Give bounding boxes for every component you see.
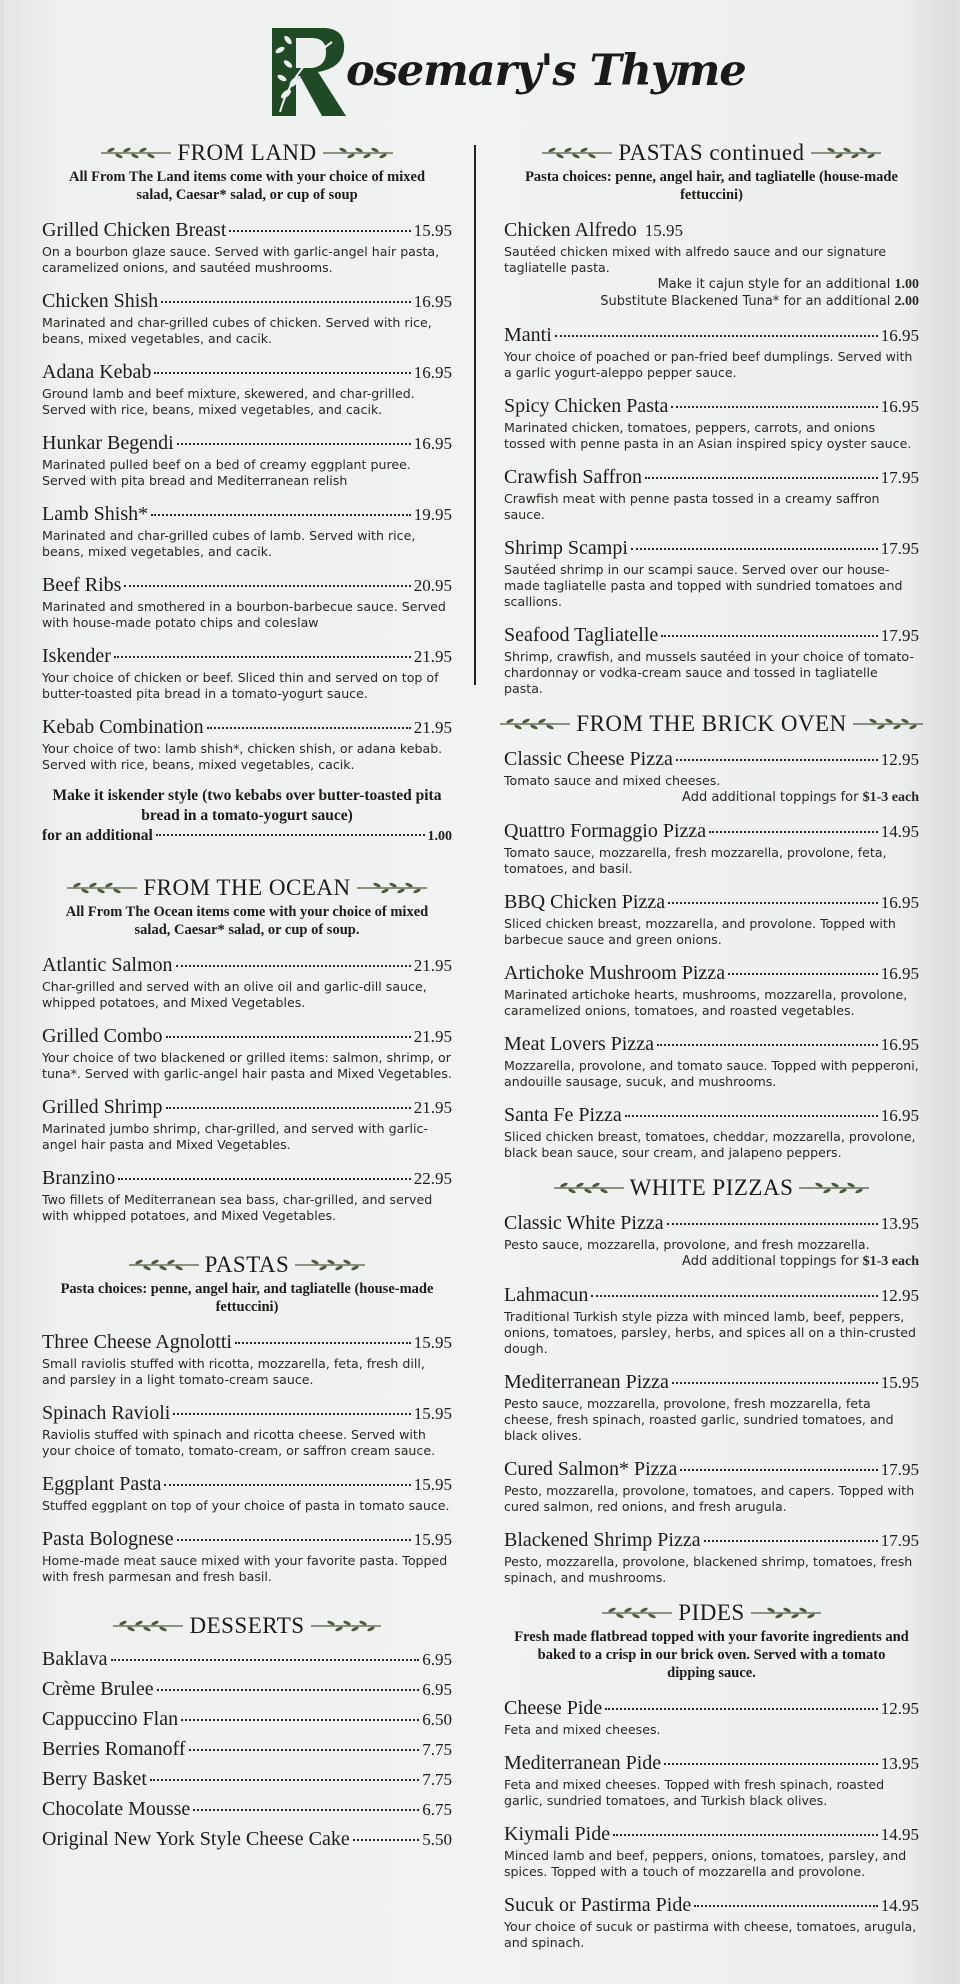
item-name: Eggplant Pasta — [42, 1473, 162, 1495]
item-name: Kiymali Pide — [504, 1823, 611, 1845]
menu-item — [42, 360, 452, 418]
menu-item — [504, 1032, 919, 1090]
item-name: Meat Lovers Pizza — [504, 1033, 654, 1055]
dessert-item — [42, 1707, 452, 1732]
section-note: Fresh made flatbread topped with your favorite ingredients and baked to a crisp in our brick oven. Served with a tomato dipping sauce. — [514, 1629, 909, 1681]
section-title: PASTAS continued — [618, 140, 805, 165]
menu-item — [42, 953, 452, 1011]
herb-sprig-icon — [293, 1258, 367, 1272]
dot-leader — [605, 1708, 877, 1710]
menu-item — [504, 819, 919, 877]
restaurant-name: osemary's Thyme — [346, 46, 746, 96]
item-name: Santa Fe Pizza — [504, 1104, 622, 1126]
menu-item — [504, 465, 919, 523]
dot-leader — [704, 1540, 878, 1542]
section-header — [504, 140, 919, 166]
toppings-text: Add additional toppings for — [682, 790, 859, 805]
item-price: 16.95 — [880, 326, 919, 345]
section-title: FROM THE OCEAN — [143, 875, 351, 900]
item-description: Marinated pulled beef on a bed of creamy eggplant puree. Served with pita bread and Mediterranean relish — [42, 457, 411, 488]
herb-sprig-icon — [498, 717, 572, 731]
item-name: Grilled Combo — [42, 1025, 163, 1047]
item-name: Chicken Shish — [42, 290, 159, 312]
item-description: Feta and mixed cheeses. — [504, 1722, 661, 1737]
item-price: 19.95 — [413, 505, 452, 524]
section-desserts — [42, 1613, 452, 1852]
item-price: 15.95 — [880, 1373, 919, 1392]
item-name: Berries Romanoff — [42, 1738, 186, 1760]
item-name: Lamb Shish* — [42, 503, 149, 525]
dot-leader — [680, 1469, 877, 1471]
menu-item — [504, 1528, 919, 1586]
item-price: 15.95 — [413, 1475, 452, 1494]
dessert-item — [42, 1737, 452, 1762]
item-description: Ground lamb and beef mixture, skewered, and char-grilled. Served with rice, beans, mixed vegetables, and cacik. — [42, 386, 415, 417]
herb-sprig-icon — [111, 1619, 185, 1633]
tuna-addon — [504, 293, 919, 310]
item-description: Minced lamb and beef, peppers, onions, tomatoes, parsley, and spices. Topped with a touch of mozzarella and provolone. — [504, 1848, 907, 1879]
addon-price: 1.00 — [427, 829, 452, 844]
item-name: Blackened Shrimp Pizza — [504, 1529, 701, 1551]
item-price: 14.95 — [880, 1896, 919, 1915]
dot-leader — [157, 1689, 420, 1691]
menu-item — [42, 1024, 452, 1082]
dot-leader — [671, 406, 877, 408]
left-column — [42, 140, 452, 1866]
section-header — [42, 875, 452, 901]
item-description: Home-made meat sauce mixed with your favorite pasta. Topped with fresh parmesan and fresh basil. — [42, 1553, 448, 1584]
item-description: Traditional Turkish style pizza with minced lamb, beef, peppers, onions, tomatoes, parsley, herbs, and spices all on a thin-crusted dough. — [504, 1309, 917, 1356]
item-description: Mozzarella, provolone, and tomato sauce. Topped with pepperoni, andouille sausage, sucuk, and mushrooms. — [504, 1058, 919, 1089]
item-description: Marinated and char-grilled cubes of lamb. Served with rice, beans, mixed vegetables, and cacik. — [42, 528, 416, 559]
dessert-item — [42, 1827, 452, 1852]
dot-leader — [166, 1036, 411, 1038]
toppings-note — [504, 1253, 919, 1270]
section-header — [42, 1613, 452, 1639]
item-name: BBQ Chicken Pizza — [504, 891, 666, 913]
dessert-item — [42, 1677, 452, 1702]
item-description: Pesto, mozzarella, provolone, blackened shrimp, tomatoes, fresh spinach, and mushrooms. — [504, 1554, 913, 1585]
dot-leader — [114, 656, 411, 658]
item-description: Marinated jumbo shrimp, char-grilled, and served with garlic-angel hair pasta and Mixed Vegetables. — [42, 1121, 428, 1152]
item-description: Two fillets of Mediterranean sea bass, char-grilled, and served with whipped potatoes, and Mixed Vegetables. — [42, 1192, 433, 1223]
dot-leader — [631, 548, 878, 550]
item-price: 12.95 — [880, 750, 919, 769]
dot-leader — [173, 1413, 410, 1415]
item-description: Marinated artichoke hearts, mushrooms, mozzarella, provolone, caramelized onions, tomatoes, and roasted vegetables. — [504, 987, 908, 1018]
item-price: 6.50 — [422, 1710, 452, 1729]
item-description: Marinated chicken, tomatoes, peppers, carrots, and onions tossed with penne pasta in an Asian inspired spicy oyster sauce. — [504, 420, 912, 451]
column-divider — [474, 145, 476, 685]
item-name: Cheese Pide — [504, 1697, 603, 1719]
item-description: Sautéed shrimp in our scampi sauce. Served over our house-made tagliatelle pasta and topped with sundried tomatoes and scallions. — [504, 562, 903, 609]
dot-leader — [124, 585, 410, 587]
dot-leader — [645, 477, 878, 479]
dot-leader — [672, 1382, 878, 1384]
herb-sprig-icon — [309, 1619, 383, 1633]
dot-leader — [353, 1839, 420, 1841]
section-pastas — [42, 1252, 452, 1585]
herb-sprig-icon — [355, 881, 429, 895]
menu-item — [42, 1330, 452, 1388]
item-description: Small raviolis stuffed with ricotta, mozzarella, feta, fresh dill, and parsley in a light tomato-cream sauce. — [42, 1356, 425, 1387]
herb-sprig-icon — [127, 1258, 201, 1272]
item-name: Pasta Bolognese — [42, 1528, 174, 1550]
item-description: Char-grilled and served with an olive oil and garlic-dill sauce, whipped potatoes, and Mixed Vegetables. — [42, 979, 427, 1010]
section-header — [504, 1175, 919, 1201]
item-price: 21.95 — [413, 1027, 452, 1046]
dot-leader — [156, 834, 425, 836]
dot-leader — [207, 727, 411, 729]
menu-item — [504, 1457, 919, 1515]
section-note: Pasta choices: penne, angel hair, and tagliatelle (house-made fettuccini) — [60, 1281, 434, 1315]
item-price: 12.95 — [880, 1286, 919, 1305]
dot-leader — [151, 514, 411, 516]
addon-text: Make it cajun style for an additional — [657, 277, 891, 292]
menu-item — [504, 1893, 919, 1951]
dot-leader — [709, 831, 878, 833]
item-price: 16.95 — [880, 893, 919, 912]
addon-price: 2.00 — [894, 294, 919, 309]
menu-item — [42, 1401, 452, 1459]
item-description: Pesto sauce, mozzarella, provolone, fresh mozzarella, feta cheese, fresh spinach, roasted garlic, sundried tomatoes, and black olives. — [504, 1396, 894, 1443]
item-price: 6.95 — [422, 1680, 452, 1699]
item-description: Tomato sauce, mozzarella, fresh mozzarella, provolone, feta, tomatoes, and basil. — [504, 845, 887, 876]
menu-item — [42, 431, 452, 489]
menu-item — [42, 1166, 452, 1224]
item-price: 15.95 — [644, 221, 683, 240]
menu-item — [504, 536, 919, 610]
dessert-item — [42, 1767, 452, 1792]
item-price: 15.95 — [413, 1404, 452, 1423]
toppings-price: $1-3 each — [862, 1254, 919, 1269]
item-name: Beef Ribs — [42, 574, 122, 596]
dot-leader — [193, 1809, 419, 1811]
menu-item — [504, 323, 919, 381]
item-name: Grilled Shrimp — [42, 1096, 163, 1118]
dot-leader — [728, 973, 878, 975]
menu-item — [42, 1095, 452, 1153]
item-price: 17.95 — [880, 468, 919, 487]
menu-item — [504, 1822, 919, 1880]
addon-label: for an additional — [42, 827, 153, 844]
item-price: 14.95 — [880, 1825, 919, 1844]
item-name: Crème Brulee — [42, 1678, 154, 1700]
item-description: Raviolis stuffed with spinach and ricotta cheese. Served with your choice of tomato, tomato-cream, or saffron cream sauce. — [42, 1427, 436, 1458]
section-pides — [504, 1600, 919, 1951]
herb-sprig-icon — [797, 1181, 871, 1195]
item-description: Sliced chicken breast, mozzarella, and provolone. Topped with barbecue sauce and green onions. — [504, 916, 896, 947]
dot-leader — [154, 372, 410, 374]
menu-item — [42, 289, 452, 347]
iskender-addon-note: Make it iskender style (two kebabs over butter-toasted pita bread in a tomato-yogurt sauce) — [52, 787, 442, 824]
item-price: 20.95 — [413, 576, 452, 595]
item-name: Seafood Tagliatelle — [504, 624, 659, 646]
dot-leader — [166, 1107, 411, 1109]
dot-leader — [235, 1342, 411, 1344]
item-price: 7.75 — [422, 1740, 452, 1759]
addon-text: Substitute Blackened Tuna* for an additional — [600, 294, 891, 309]
dessert-item — [42, 1647, 452, 1672]
herb-sprig-icon — [600, 1606, 674, 1620]
item-description: Your choice of two: lamb shish*, chicken shish, or adana kebab. Served with rice, beans, mixed vegetables, cacik. — [42, 741, 443, 772]
dot-leader — [661, 635, 877, 637]
dot-leader — [177, 443, 411, 445]
section-title: DESSERTS — [189, 1613, 305, 1638]
item-name: Sucuk or Pastirma Pide — [504, 1894, 692, 1916]
item-name: Quattro Formaggio Pizza — [504, 820, 707, 842]
item-description: On a bourbon glaze sauce. Served with garlic-angel hair pasta, caramelized onions, and sautéed mushrooms. — [42, 244, 440, 275]
item-name: Manti — [504, 324, 552, 346]
item-description: Marinated and smothered in a bourbon-barbecue sauce. Served with house-made potato chips and coleslaw — [42, 599, 446, 630]
menu-item — [504, 1370, 919, 1444]
menu-item — [42, 1527, 452, 1585]
menu-item-classic-cheese-pizza — [504, 747, 919, 806]
item-name: Shrimp Scampi — [504, 537, 628, 559]
section-header — [504, 711, 919, 737]
dot-leader — [176, 965, 411, 967]
herb-sprig-icon — [65, 881, 139, 895]
spacer — [42, 1599, 452, 1613]
section-title: WHITE PIZZAS — [629, 1175, 794, 1200]
item-price: 21.95 — [413, 647, 452, 666]
section-title: PASTAS — [204, 1252, 290, 1277]
spacer — [42, 1238, 452, 1252]
item-price: 6.75 — [422, 1800, 452, 1819]
dot-leader — [668, 902, 878, 904]
item-price: 15.95 — [413, 1333, 452, 1352]
dot-leader — [667, 1223, 878, 1225]
item-name: Spicy Chicken Pasta — [504, 395, 669, 417]
item-description: Your choice of chicken or beef. Sliced thin and served on top of butter-toasted pita bread in a tomato-yogurt sauce. — [42, 670, 439, 701]
herb-sprig-icon — [749, 1606, 823, 1620]
dot-leader — [177, 1539, 411, 1541]
menu-item — [504, 1103, 919, 1161]
menu-item — [42, 573, 452, 631]
dot-leader — [189, 1749, 420, 1751]
dot-leader — [625, 1115, 878, 1117]
section-from-the-brick-oven — [504, 711, 919, 1161]
item-name: Crawfish Saffron — [504, 466, 642, 488]
item-price: 16.95 — [880, 397, 919, 416]
menu-item — [504, 1283, 919, 1357]
item-price: 16.95 — [413, 363, 452, 382]
item-price: 16.95 — [880, 1035, 919, 1054]
herb-sprig-icon — [540, 146, 614, 160]
menu-item — [504, 394, 919, 452]
menu-item — [504, 1696, 919, 1738]
item-name: Chicken Alfredo — [504, 219, 637, 241]
item-name: Branzino — [42, 1167, 116, 1189]
item-description: Tomato sauce and mixed cheeses. — [504, 773, 721, 788]
item-name: Three Cheese Agnolotti — [42, 1331, 232, 1353]
spacer — [42, 861, 452, 875]
rosemary-leaf-logo-icon — [266, 24, 348, 120]
toppings-note — [504, 789, 919, 806]
restaurant-logo — [266, 22, 746, 122]
section-from-the-ocean — [42, 875, 452, 1224]
dot-leader — [118, 1178, 410, 1180]
item-description: Sliced chicken breast, tomatoes, cheddar, mozzarella, provolone, black bean sauce, sour cream, and jalapeno peppers. — [504, 1129, 916, 1160]
item-name: Atlantic Salmon — [42, 954, 173, 976]
menu-page — [4, 0, 956, 1984]
herb-sprig-icon — [552, 1181, 626, 1195]
item-price: 5.50 — [422, 1830, 452, 1849]
item-price: 21.95 — [413, 956, 452, 975]
item-description: Crawfish meat with penne pasta tossed in a creamy saffron sauce. — [504, 491, 880, 522]
section-pastas-continued — [504, 140, 919, 697]
item-price: 21.95 — [413, 1098, 452, 1117]
section-title: PIDES — [678, 1600, 745, 1625]
section-title: FROM THE BRICK OVEN — [576, 711, 847, 736]
menu-item-chicken-alfredo — [504, 218, 919, 310]
menu-item — [504, 961, 919, 1019]
item-name: Artichoke Mushroom Pizza — [504, 962, 726, 984]
item-name: Grilled Chicken Breast — [42, 219, 227, 241]
herb-sprig-icon — [321, 146, 395, 160]
item-price: 16.95 — [413, 292, 452, 311]
item-price: 7.75 — [422, 1770, 452, 1789]
menu-item — [42, 715, 452, 773]
dot-leader — [164, 1484, 410, 1486]
iskender-addon-price-line — [42, 826, 452, 847]
toppings-text: Add additional toppings for — [682, 1254, 859, 1269]
item-description: Sautéed chicken mixed with alfredo sauce and our signature tagliatelle pasta. — [504, 244, 887, 275]
item-name: Lahmacun — [504, 1284, 589, 1306]
section-note: All From The Land items come with your choice of mixed salad, Caesar* salad, or cup of soup — [68, 169, 426, 203]
section-note: All From The Ocean items come with your choice of mixed salad, Caesar* salad, or cup of soup. — [65, 904, 429, 938]
item-price: 17.95 — [880, 1460, 919, 1479]
dot-leader — [229, 230, 410, 232]
section-header — [42, 140, 452, 166]
dot-leader — [664, 1763, 878, 1765]
menu-item — [504, 1751, 919, 1809]
item-name: Chocolate Mousse — [42, 1798, 191, 1820]
item-name: Original New York Style Cheese Cake — [42, 1828, 350, 1850]
section-title: FROM LAND — [177, 140, 317, 165]
item-price: 17.95 — [880, 1531, 919, 1550]
item-description: Marinated and char-grilled cubes of chicken. Served with rice, beans, mixed vegetables, and cacik. — [42, 315, 432, 346]
item-name: Classic White Pizza — [504, 1212, 664, 1234]
menu-item-classic-white-pizza — [504, 1211, 919, 1270]
item-price: 17.95 — [880, 626, 919, 645]
item-name: Classic Cheese Pizza — [504, 748, 673, 770]
section-white-pizzas — [504, 1175, 919, 1586]
item-price: 17.95 — [880, 539, 919, 558]
item-price: 14.95 — [880, 822, 919, 841]
dot-leader — [111, 1659, 420, 1661]
item-name: Baklava — [42, 1648, 108, 1670]
section-from-land — [42, 140, 452, 847]
menu-item — [42, 502, 452, 560]
item-name: Cured Salmon* Pizza — [504, 1458, 678, 1480]
section-note: Pasta choices: penne, angel hair, and tagliatelle (house-made fettuccini) — [525, 169, 898, 203]
dot-leader — [555, 335, 878, 337]
cajun-addon — [504, 276, 919, 293]
item-name: Spinach Ravioli — [42, 1402, 171, 1424]
herb-sprig-icon — [809, 146, 883, 160]
item-description: Shrimp, crawfish, and mussels sautéed in your choice of tomato-chardonnay or vodka-cream sauce and tossed in tagliatelle pasta. — [504, 649, 914, 696]
dot-leader — [676, 759, 878, 761]
herb-sprig-icon — [99, 146, 173, 160]
addon-price: 1.00 — [894, 277, 919, 292]
menu-item — [504, 623, 919, 697]
item-description: Your choice of two blackened or grilled items: salmon, shrimp, or tuna*. Served with garlic-angel hair pasta and Mixed Vegetables. — [42, 1050, 452, 1081]
item-name: Mediterranean Pizza — [504, 1371, 669, 1393]
item-price: 13.95 — [880, 1754, 919, 1773]
item-price: 16.95 — [413, 434, 452, 453]
item-name: Kebab Combination — [42, 716, 204, 738]
section-header — [42, 1252, 452, 1278]
item-name: Cappuccino Flan — [42, 1708, 179, 1730]
item-description: Stuffed eggplant on top of your choice of pasta in tomato sauce. — [42, 1498, 450, 1513]
menu-item — [42, 644, 452, 702]
dot-leader — [657, 1044, 878, 1046]
item-price: 6.95 — [422, 1650, 452, 1669]
item-description: Your choice of sucuk or pastirma with cheese, tomatoes, arugula, and spinach. — [504, 1919, 917, 1950]
right-column — [504, 140, 919, 1965]
section-header — [504, 1600, 919, 1626]
item-price: 12.95 — [880, 1699, 919, 1718]
menu-item — [42, 1472, 452, 1514]
dot-leader — [694, 1905, 878, 1907]
item-description: Feta and mixed cheeses. Topped with fresh spinach, roasted garlic, sundried tomatoes, and Turkish black olives. — [504, 1777, 885, 1808]
item-price: 21.95 — [413, 718, 452, 737]
item-description: Pesto sauce, mozzarella, provolone, and fresh mozzarella. — [504, 1237, 870, 1252]
dot-leader — [591, 1295, 877, 1297]
item-description: Your choice of poached or pan-fried beef dumplings. Served with a garlic yogurt-aleppo pepper sauce. — [504, 349, 913, 380]
item-description: Pesto, mozzarella, provolone, tomatoes, and capers. Topped with cured salmon, red onions, and fresh arugula. — [504, 1483, 915, 1514]
item-price: 13.95 — [880, 1214, 919, 1233]
item-price: 15.95 — [413, 221, 452, 240]
item-price: 16.95 — [880, 964, 919, 983]
item-price: 22.95 — [413, 1169, 452, 1188]
item-name: Mediterranean Pide — [504, 1752, 662, 1774]
dessert-item — [42, 1797, 452, 1822]
dot-leader — [613, 1834, 878, 1836]
herb-sprig-icon — [851, 717, 925, 731]
item-price: 16.95 — [880, 1106, 919, 1125]
item-name: Hunkar Begendi — [42, 432, 174, 454]
menu-item — [42, 218, 452, 276]
dot-leader — [150, 1779, 419, 1781]
toppings-price: $1-3 each — [862, 790, 919, 805]
item-name: Iskender — [42, 645, 111, 667]
menu-item — [504, 890, 919, 948]
item-name: Adana Kebab — [42, 361, 152, 383]
dot-leader — [161, 301, 411, 303]
dot-leader — [181, 1719, 419, 1721]
item-name: Berry Basket — [42, 1768, 147, 1790]
item-price: 15.95 — [413, 1530, 452, 1549]
